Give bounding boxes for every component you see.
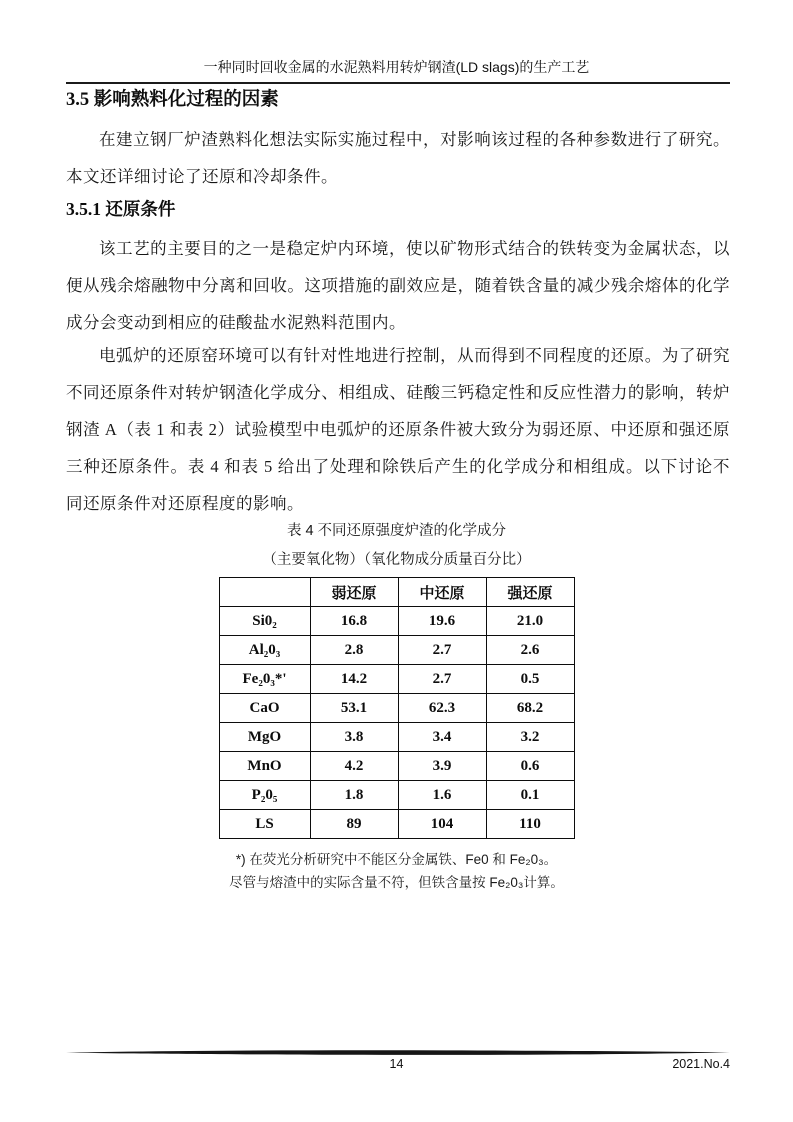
footer-rule-line <box>66 1049 730 1056</box>
value-cell: 110 <box>486 810 574 839</box>
value-cell: 4.2 <box>310 752 398 781</box>
value-cell: 1.6 <box>398 781 486 810</box>
footer-page-number: 14 <box>389 1057 404 1071</box>
value-cell: 62.3 <box>398 694 486 723</box>
table-row <box>219 752 574 781</box>
paragraph-reduction-purpose: 该工艺的主要目的之一是稳定炉内环境，使以矿物形式结合的铁转变为金属状态，以便从残余熔融物中分离和回收。这项措施的副效应是，随着铁含量的减少残余熔体的化学成分会变动到相应的硅酸盐水泥熟料范围内。 <box>66 239 730 332</box>
paragraph-intro: 在建立钢厂炉渣熟料化想法实际实施过程中，对影响该过程的各种参数进行了研究。本文还详细讨论了还原和冷却条件。 <box>66 130 730 186</box>
row-label-cell: Al₂0₃ <box>219 636 310 665</box>
value-cell: 3.9 <box>398 752 486 781</box>
value-cell: 21.0 <box>486 607 574 636</box>
value-cell: 89 <box>310 810 398 839</box>
section-heading-3-5: 3.5 影响熟料化过程的因素 <box>66 90 279 110</box>
row-label-cell: P₂0₅ <box>219 781 310 810</box>
value-cell: 0.5 <box>486 665 574 694</box>
value-cell: 3.8 <box>310 723 398 752</box>
table-header-cell-medium: 中还原 <box>398 578 486 607</box>
value-cell: 0.6 <box>486 752 574 781</box>
value-cell: 2.8 <box>310 636 398 665</box>
footer-rule <box>66 1049 730 1056</box>
section-heading-3-5-1: 3.5.1 还原条件 <box>66 199 176 219</box>
value-cell: 104 <box>398 810 486 839</box>
value-cell: 19.6 <box>398 607 486 636</box>
value-cell: 3.4 <box>398 723 486 752</box>
table4-caption-line2: （主要氧化物）（氧化物成分质量百分比） <box>262 552 531 568</box>
table4-caption-line1: 表 4 不同还原强度炉渣的化学成分 <box>286 523 507 539</box>
row-label-cell: Fe₂0₃*' <box>219 665 310 694</box>
table4-footnote-line2: 尽管与熔渣中的实际含量不符，但铁含量按 Fe₂0₃计算。 <box>229 874 564 890</box>
value-cell: 0.1 <box>486 781 574 810</box>
value-cell: 2.6 <box>486 636 574 665</box>
row-label-cell: MnO <box>219 752 310 781</box>
table-row <box>219 810 574 839</box>
table4-footnote-line1: *) 在荧光分析研究中不能区分金属铁、Fe0 和 Fe₂0₃。 <box>235 852 558 867</box>
value-cell: 53.1 <box>310 694 398 723</box>
table-row <box>219 781 574 810</box>
row-label-cell: LS <box>219 810 310 839</box>
footer-issue-number: 2021.No.4 <box>672 1057 730 1071</box>
table-row <box>219 665 574 694</box>
table-row <box>219 694 574 723</box>
row-label-cell: MgO <box>219 723 310 752</box>
table-row <box>219 636 574 665</box>
value-cell: 1.8 <box>310 781 398 810</box>
table4-chemical-composition <box>219 577 575 839</box>
table-header-row <box>219 578 574 607</box>
header-rule <box>66 82 730 84</box>
table-row <box>219 607 574 636</box>
value-cell: 68.2 <box>486 694 574 723</box>
table-row <box>219 723 574 752</box>
table-header-cell-strong: 强还原 <box>486 578 574 607</box>
table-header-cell-weak: 弱还原 <box>310 578 398 607</box>
value-cell: 14.2 <box>310 665 398 694</box>
value-cell: 2.7 <box>398 636 486 665</box>
value-cell: 16.8 <box>310 607 398 636</box>
row-label-cell: Si0₂ <box>219 607 310 636</box>
value-cell: 2.7 <box>398 665 486 694</box>
row-label-cell: CaO <box>219 694 310 723</box>
table4-container <box>0 577 793 839</box>
table-header-cell-empty <box>219 578 310 607</box>
paragraph-reduction-conditions: 电弧炉的还原窑环境可以有针对性地进行控制，从而得到不同程度的还原。为了研究不同还原条件对转炉钢渣化学成分、相组成、硅酸三钙稳定性和反应性潜力的影响，转炉钢渣 A（表 1 和表 2）试验模型中电弧炉的还原条件被大致分为弱还原、中还原和强还原三种还原条件。表 4 和表 5 给出了处理和除铁后产生的化学成分和相组成。以下讨论不同还原条件对还原程度的影响。 <box>66 346 730 513</box>
running-header-title: 一种同时回收金属的水泥熟料用转炉钢渣(LD slags)的生产工艺 <box>203 59 590 75</box>
value-cell: 3.2 <box>486 723 574 752</box>
